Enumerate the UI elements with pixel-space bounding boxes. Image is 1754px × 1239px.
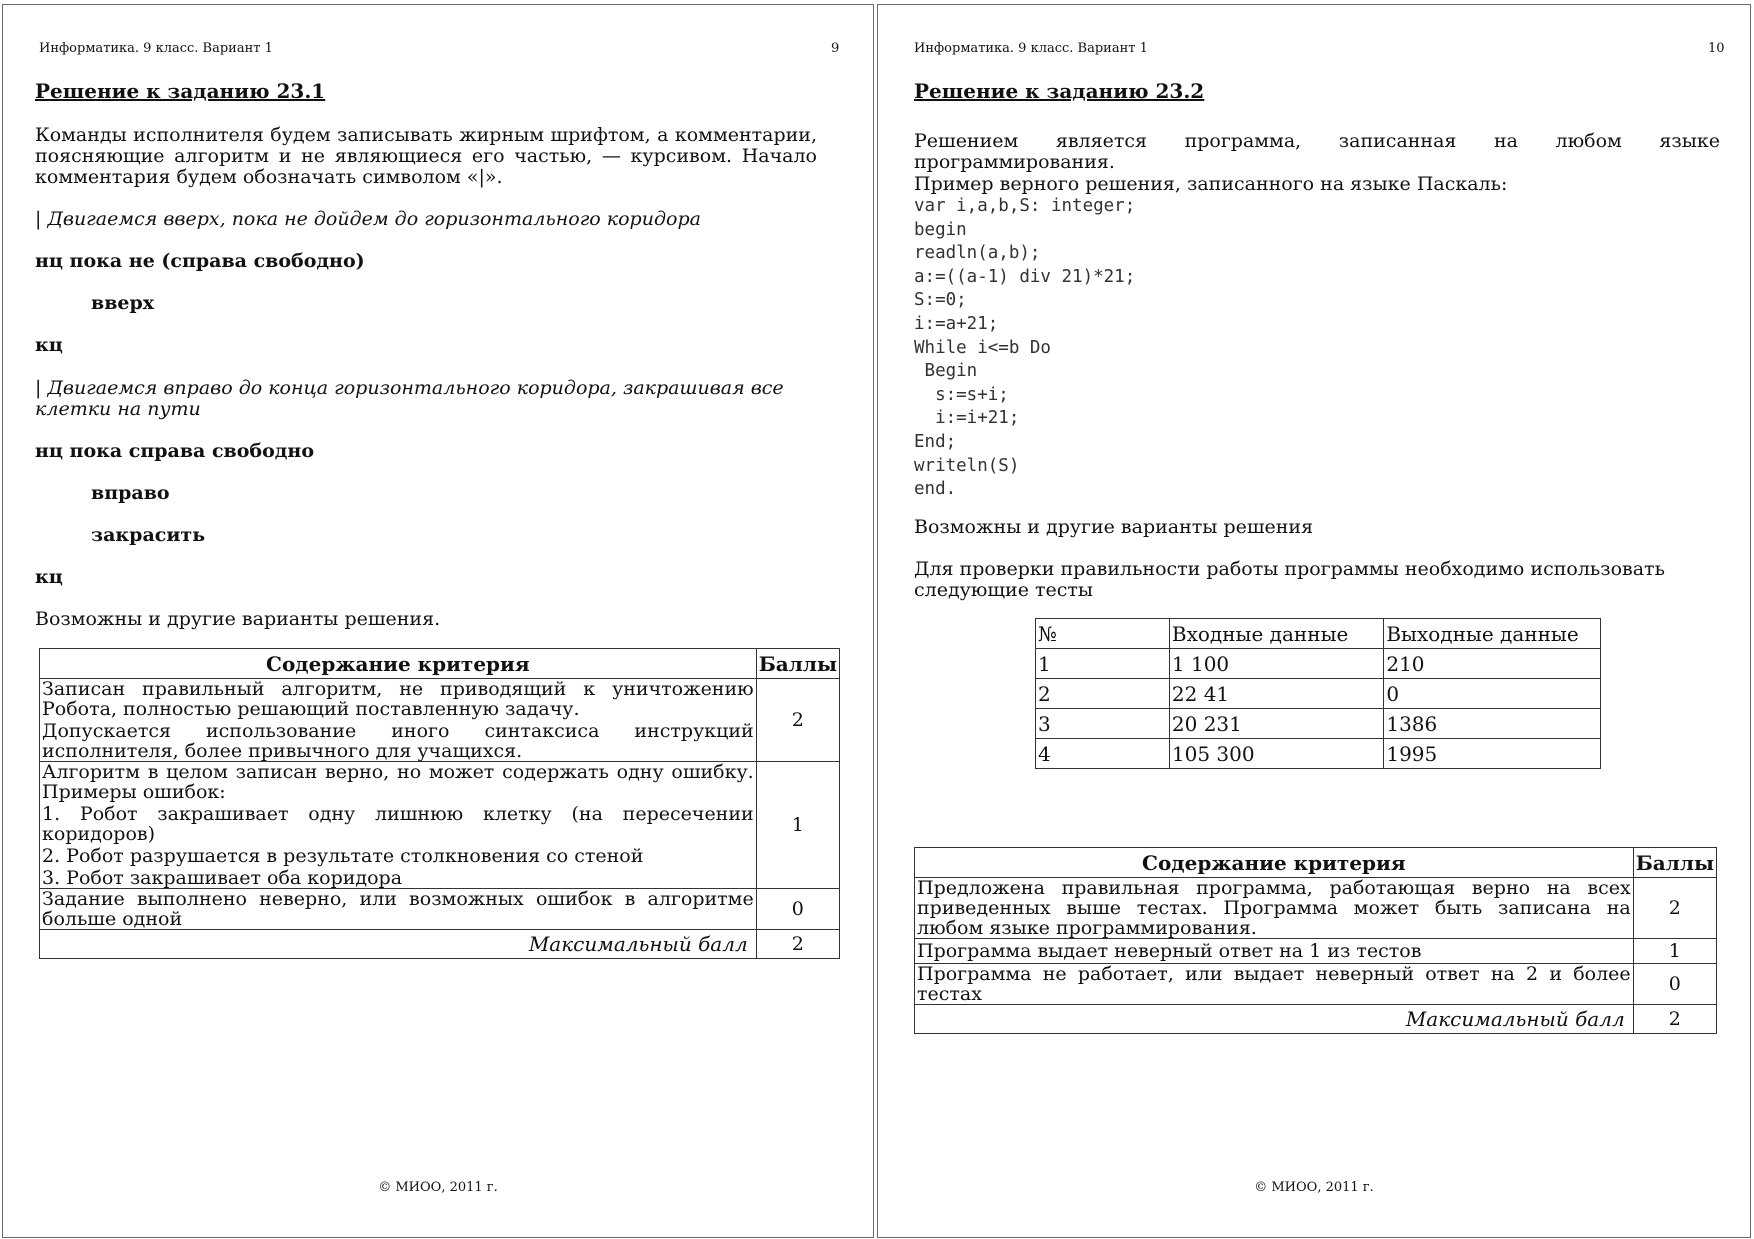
table-row xyxy=(1036,619,1601,649)
column-header: Содержание критерия xyxy=(915,848,1634,878)
criterion-points: 1 xyxy=(756,762,839,889)
column-header: № xyxy=(1036,619,1170,649)
table-cell: 3 xyxy=(1036,709,1170,739)
page-left xyxy=(2,4,874,1238)
table-cell: 0 xyxy=(1384,679,1601,709)
page-header: Информатика. 9 класс. Вариант 1 xyxy=(914,41,1148,56)
page-footer: © МИОО, 2011 г. xyxy=(1254,1180,1374,1195)
page-header: Информатика. 9 класс. Вариант 1 xyxy=(39,41,273,56)
table-cell: 105 300 xyxy=(1169,739,1383,769)
code-line: i:=a+21; xyxy=(914,313,999,334)
criterion-line: Допускается использование иного синтаксиса инструкций исполнителя, более привычного для учащихся. xyxy=(42,720,754,762)
table-row xyxy=(40,889,840,930)
tests-table xyxy=(1035,618,1601,769)
code-line: While i<=b Do xyxy=(914,337,1051,358)
loop-end: кц xyxy=(35,334,63,356)
page-footer: © МИОО, 2011 г. xyxy=(378,1180,498,1195)
loop-start: нц пока справа свободно xyxy=(35,440,315,462)
criterion-text: Программа не работает, или выдает неверный ответ на 2 и более тестах xyxy=(915,964,1634,1005)
table-row xyxy=(40,649,840,679)
table-cell: 1 100 xyxy=(1169,649,1383,679)
code-line: End; xyxy=(914,431,957,452)
criterion-points: 0 xyxy=(1633,964,1716,1005)
comment-line: | Двигаемся вверх, пока не дойдем до горизонтального коридора xyxy=(35,208,701,230)
code-block xyxy=(914,195,1135,502)
table-row xyxy=(915,848,1717,878)
table-row xyxy=(1036,709,1601,739)
code-line: S:=0; xyxy=(914,290,967,311)
table-row xyxy=(40,930,840,959)
criterion-line: Алгоритм в целом записан верно, но может содержать одну ошибку. Примеры ошибок: xyxy=(42,761,754,803)
code-line: var i,a,b,S: integer; xyxy=(914,196,1136,216)
loop-body: закрасить xyxy=(91,524,206,546)
criterion-text: Программа выдает неверный ответ на 1 из тестов xyxy=(915,939,1634,964)
loop-start: нц пока не (справа свободно) xyxy=(35,250,365,272)
code-line: begin xyxy=(914,219,967,240)
criterion-points: 2 xyxy=(756,679,839,762)
code-line: readln(a,b); xyxy=(914,243,1041,264)
criterion-line: Записан правильный алгоритм, не приводящий к уничтожению Робота, полностью решающий поставленную задачу. xyxy=(42,678,754,720)
criteria-table xyxy=(914,847,1717,1034)
loop-body: вправо xyxy=(91,482,170,504)
table-row xyxy=(915,939,1717,964)
table-row xyxy=(915,878,1717,939)
table-cell: 210 xyxy=(1384,649,1601,679)
max-score-label: Максимальный балл xyxy=(915,1005,1634,1034)
loop-end: кц xyxy=(35,566,63,588)
code-line: s:=s+i; xyxy=(914,384,1009,405)
criterion-line: 1. Робот закрашивает одну лишнюю клетку (на пересечении коридоров) xyxy=(42,803,754,845)
table-row xyxy=(40,762,840,889)
table-row xyxy=(40,679,840,762)
criterion-text xyxy=(40,762,757,889)
intro-paragraph: Пример верного решения, записанного на языке Паскаль: xyxy=(914,173,1508,195)
code-line: i:=i+21; xyxy=(914,408,1020,429)
table-cell: 2 xyxy=(1036,679,1170,709)
code-line: end. xyxy=(914,479,957,500)
code-line: writeln(S) xyxy=(914,455,1020,476)
table-cell: 4 xyxy=(1036,739,1170,769)
criterion-points: 0 xyxy=(756,889,839,930)
intro-paragraph: Команды исполнителя будем записывать жирным шрифтом, а комментарии, поясняющие алгоритм и не являющиеся его частью, — курсивом. Начало комментария будем обозначать символом «|». xyxy=(35,124,817,188)
solution-heading: Решение к заданию 23.1 xyxy=(35,79,326,103)
table-row xyxy=(1036,679,1601,709)
table-cell: 1386 xyxy=(1384,709,1601,739)
comment-line: | Двигаемся вправо до конца горизонтального коридора, закрашивая все клетки на пути xyxy=(35,377,784,420)
table-row xyxy=(915,1005,1717,1034)
max-score-value: 2 xyxy=(756,930,839,959)
column-header: Баллы xyxy=(1633,848,1716,878)
table-cell: 1995 xyxy=(1384,739,1601,769)
criterion-text: Предложена правильная программа, работающая верно на всех приведенных выше тестах. Программа может быть записана на любом языке программирования. xyxy=(915,878,1634,939)
column-header: Содержание критерия xyxy=(40,649,757,679)
criterion-line: 3. Робот закрашивает оба коридора xyxy=(42,867,403,889)
code-line: Begin xyxy=(914,361,978,382)
table-row xyxy=(915,964,1717,1005)
criterion-text xyxy=(40,679,757,762)
criterion-text: Задание выполнено неверно, или возможных ошибок в алгоритме больше одной xyxy=(40,889,757,930)
max-score-value: 2 xyxy=(1633,1005,1716,1034)
tests-intro: Для проверки правильности работы программы необходимо использовать следующие тесты xyxy=(914,558,1665,601)
solution-heading: Решение к заданию 23.2 xyxy=(914,79,1205,103)
criterion-points: 2 xyxy=(1633,878,1716,939)
table-cell: 22 41 xyxy=(1169,679,1383,709)
code-line: a:=((a-1) div 21)*21; xyxy=(914,266,1136,287)
intro-paragraph: Решением является программа, записанная на любом языке программирования. xyxy=(914,130,1720,173)
table-cell: 1 xyxy=(1036,649,1170,679)
column-header: Баллы xyxy=(756,649,839,679)
criterion-line: 2. Робот разрушается в результате столкновения со стеной xyxy=(42,845,644,867)
column-header: Входные данные xyxy=(1169,619,1383,649)
page-number: 9 xyxy=(831,41,840,56)
criterion-points: 1 xyxy=(1633,939,1716,964)
other-solutions-note: Возможны и другие варианты решения. xyxy=(35,608,441,630)
table-row xyxy=(1036,649,1601,679)
page-number: 10 xyxy=(1708,41,1725,56)
criteria-table xyxy=(39,648,840,959)
page-right xyxy=(877,4,1751,1238)
loop-body: вверх xyxy=(91,292,155,314)
max-score-label: Максимальный балл xyxy=(40,930,757,959)
table-cell: 20 231 xyxy=(1169,709,1383,739)
table-row xyxy=(1036,739,1601,769)
other-solutions-note: Возможны и другие варианты решения xyxy=(914,516,1314,538)
column-header: Выходные данные xyxy=(1384,619,1601,649)
